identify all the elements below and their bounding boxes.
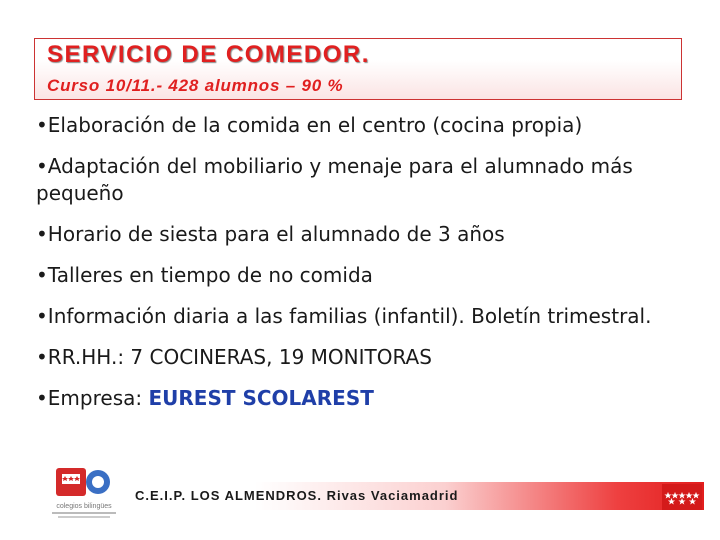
title-box	[34, 38, 682, 100]
bullet-item-furniture: •Adaptación del mobiliario y menaje para el alumnado más pequeño	[36, 154, 633, 205]
bullet-item-kitchen: •Elaboración de la comida en el centro (cocina propia)	[36, 113, 583, 137]
bullet-item-staff: •RR.HH.: 7 COCINERAS, 19 MONITORAS	[36, 345, 432, 369]
bullet-item-nap: •Horario de siesta para el alumnado de 3 años	[36, 222, 505, 246]
page-subtitle: Curso 10/11.- 428 alumnos – 90 %	[47, 76, 344, 95]
bullet-list	[36, 112, 706, 426]
bullet-item-information: •Información diaria a las familias (infantil). Boletín trimestral.	[36, 304, 652, 328]
footer-school-name: C.E.I.P. LOS ALMENDROS. Rivas Vaciamadrid	[135, 488, 459, 503]
logo-left-caption: colegios bilingües	[56, 503, 112, 510]
bullet-item-workshops: •Talleres en tiempo de no comida	[36, 263, 373, 287]
company-label: •Empresa:	[36, 386, 149, 410]
colegios-bilingues-logo	[38, 462, 130, 522]
company-name: EUREST SCOLAREST	[148, 386, 374, 410]
page-title: SERVICIO DE COMEDOR.	[47, 41, 370, 68]
comunidad-de-madrid-flag	[662, 484, 702, 510]
bullet-item-company	[36, 385, 706, 412]
